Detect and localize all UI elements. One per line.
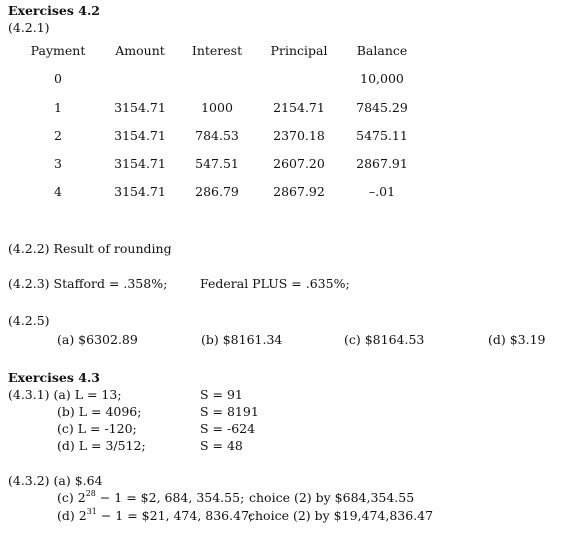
header-amount: Amount [115, 43, 165, 58]
table-cell: 0 [54, 71, 62, 86]
answer-4-3-1-d-right: S = 48 [200, 438, 243, 453]
table-cell: 5475.11 [356, 128, 408, 143]
answer-4-2-3-stafford: (4.2.3) Stafford = .358%; [8, 276, 168, 291]
table-cell: 2370.18 [273, 128, 325, 143]
table-cell: 7845.29 [356, 100, 408, 115]
heading-exercises-4-2: Exercises 4.2 [8, 3, 101, 18]
label-4-2-1: (4.2.1) [8, 20, 50, 35]
table-cell: 547.51 [195, 156, 239, 171]
answer-4-2-5-d: (d) $3.19 [488, 332, 546, 347]
header-balance: Balance [356, 43, 408, 58]
answer-4-3-1-b-right: S = 8191 [200, 404, 259, 419]
header-interest: Interest [191, 43, 243, 58]
answer-4-2-3-plus: Federal PLUS = .635%; [200, 276, 350, 291]
table-cell: 2 [54, 128, 62, 143]
answer-4-3-2-d-choice: choice (2) by $19,474,836.47 [248, 508, 434, 523]
answer-4-3-1-d-left: (d) L = 3/512; [57, 438, 146, 453]
answer-4-3-1-a-left: (4.3.1) (a) L = 13; [8, 387, 122, 402]
table-cell: 286.79 [195, 184, 239, 199]
table-cell: 2154.71 [273, 100, 325, 115]
answer-4-2-5-a: (a) $6302.89 [57, 332, 138, 347]
table-cell: 1 [54, 100, 62, 115]
header-principal: Principal [270, 43, 328, 58]
answer-4-3-1-c-right: S = -624 [200, 421, 256, 436]
label-4-2-5: (4.2.5) [8, 313, 50, 328]
answer-4-3-1-b-left: (b) L = 4096; [57, 404, 142, 419]
table-cell: 4 [54, 184, 62, 199]
answer-4-3-1-a-right: S = 91 [200, 387, 243, 402]
table-cell: 3 [54, 156, 62, 171]
header-payment: Payment [30, 43, 86, 58]
table-cell: 3154.71 [114, 100, 166, 115]
answer-4-3-2-c: (c) $2^{28} - 1$ = $2, 684, 354.55; [57, 488, 245, 505]
answer-4-2-5-b: (b) $8161.34 [201, 332, 283, 347]
table-cell: 2867.92 [273, 184, 325, 199]
table-cell: 784.53 [195, 128, 239, 143]
table-cell: 2607.20 [273, 156, 325, 171]
table-cell: 3154.71 [114, 184, 166, 199]
answer-4-3-2-d: (d) $2^{31} - 1$ = $21, 474, 836.47; [57, 506, 254, 523]
table-cell: 3154.71 [114, 128, 166, 143]
answer-4-3-2-c-choice: choice (2) by $684,354.55 [249, 490, 415, 505]
heading-exercises-4-3: Exercises 4.3 [8, 370, 101, 385]
answer-4-3-1-c-left: (c) L = -120; [57, 421, 137, 436]
table-cell: 1000 [201, 100, 233, 115]
table-cell: 10,000 [360, 71, 404, 86]
answer-4-2-5-c: (c) $8164.53 [344, 332, 425, 347]
table-cell: –.01 [368, 184, 396, 199]
table-cell: 2867.91 [356, 156, 408, 171]
table-cell: 3154.71 [114, 156, 166, 171]
answer-4-2-2: (4.2.2) Result of rounding [8, 241, 172, 256]
answer-4-3-2-a: (4.3.2) (a) $.64 [8, 473, 103, 488]
